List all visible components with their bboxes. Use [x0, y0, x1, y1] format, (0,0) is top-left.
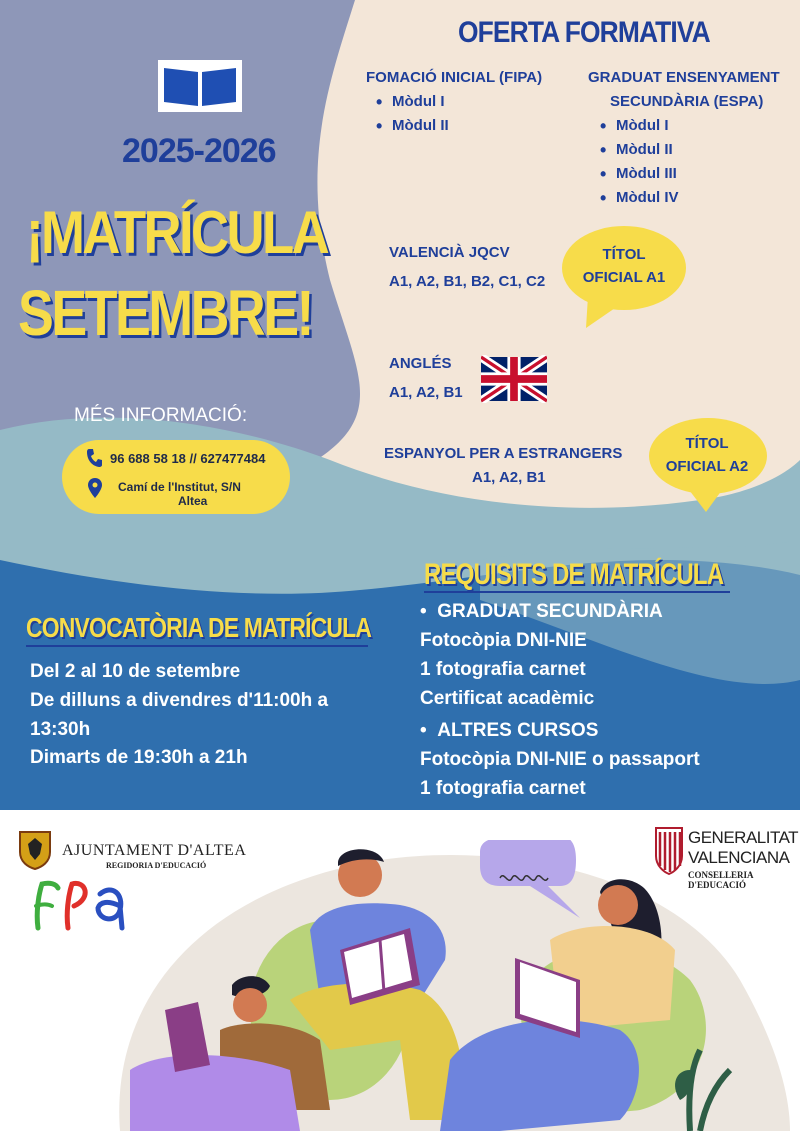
title-line-2: SETEMBRE!	[18, 277, 312, 349]
phone-icon	[86, 448, 102, 468]
group1-title-text: GRADUAT SECUNDÀRIA	[437, 601, 663, 622]
requisits-item: 1 fotografia carnet	[420, 659, 586, 680]
fipa-title: FOMACIÓ INICIAL (FIPA)	[366, 69, 543, 86]
valencia-levels: A1, A2, B1, B2, C1, C2	[389, 273, 546, 290]
info-label: MÉS INFORMACIÓ:	[74, 405, 248, 426]
badge-a1-line1: TÍTOL	[602, 246, 646, 263]
book-icon	[158, 60, 242, 112]
badge-a2-line1: TÍTOL	[685, 435, 729, 452]
address-line-2: Altea	[178, 494, 208, 508]
requisits-item: 1 fotografia carnet	[420, 778, 586, 799]
conselleria-text: CONSELLERIA D'EDUCACIÓ	[688, 870, 754, 890]
convocatoria-line: De dilluns a divendres d'11:00h a	[30, 690, 329, 711]
list-item: • Mòdul I	[372, 90, 449, 114]
convocatoria-line: Del 2 al 10 de setembre	[30, 661, 241, 682]
espanyol-levels: A1, A2, B1	[472, 469, 546, 486]
ajuntament-text: AJUNTAMENT D'ALTEA	[62, 842, 247, 859]
address-line-1: Camí de l'Institut, S/N	[118, 480, 241, 494]
angles-title: ANGLÉS	[389, 355, 452, 372]
group2-title-text: ALTRES CURSOS	[437, 720, 599, 741]
year-label: 2025-2026	[122, 132, 276, 170]
espa-list	[596, 114, 679, 210]
list-item: • Mòdul II	[596, 138, 679, 162]
badge-a2-line2: OFICIAL A2	[665, 458, 749, 475]
uk-flag-icon	[481, 355, 547, 403]
requisits-item: Certificat acadèmic	[420, 688, 595, 709]
requisits-item: Fotocòpia DNI-NIE	[420, 630, 587, 651]
angles-levels: A1, A2, B1	[389, 384, 463, 401]
location-icon	[88, 478, 102, 498]
convocatoria-line: 13:30h	[30, 719, 91, 740]
gv-text-2: VALENCIANA	[688, 848, 790, 867]
fipa-list	[372, 90, 449, 138]
espa-title-2: SECUNDÀRIA (ESPA)	[610, 93, 764, 110]
regidoria-text: REGIDORIA D'EDUCACIÓ	[106, 861, 207, 870]
requisits-underline	[424, 591, 730, 593]
oferta-title: OFERTA FORMATIVA	[458, 16, 710, 49]
requisits-title: REQUISITS DE MATRÍCULA	[424, 558, 724, 591]
convocatoria-title: CONVOCATÒRIA DE MATRÍCULA	[26, 612, 372, 643]
list-item: • Mòdul II	[372, 114, 449, 138]
students-reading-illustration	[0, 840, 800, 1131]
convocatoria-underline	[26, 645, 368, 647]
gv-text-1: GENERALITAT	[688, 828, 799, 847]
list-item: • Mòdul I	[596, 114, 679, 138]
title-line-1: ¡MATRÍCULA	[26, 199, 328, 266]
requisits-item: Fotocòpia DNI-NIE o passaport	[420, 749, 700, 770]
badge-a1-line2: OFICIAL A1	[582, 269, 666, 286]
convocatoria-line: Dimarts de 19:30h a 21h	[30, 747, 248, 768]
espa-title-1: GRADUAT ENSENYAMENT	[588, 69, 780, 86]
list-item: • Mòdul IV	[596, 186, 679, 210]
requisits-group2-title: • ALTRES CURSOS	[420, 720, 599, 741]
list-item: • Mòdul III	[596, 162, 679, 186]
requisits-group1-title: • GRADUAT SECUNDÀRIA	[420, 601, 663, 622]
phone-text: 96 688 58 18 // 627477484	[110, 451, 266, 466]
valencia-title: VALENCIÀ JQCV	[389, 244, 510, 261]
espanyol-title: ESPANYOL PER A ESTRANGERS	[384, 445, 623, 462]
